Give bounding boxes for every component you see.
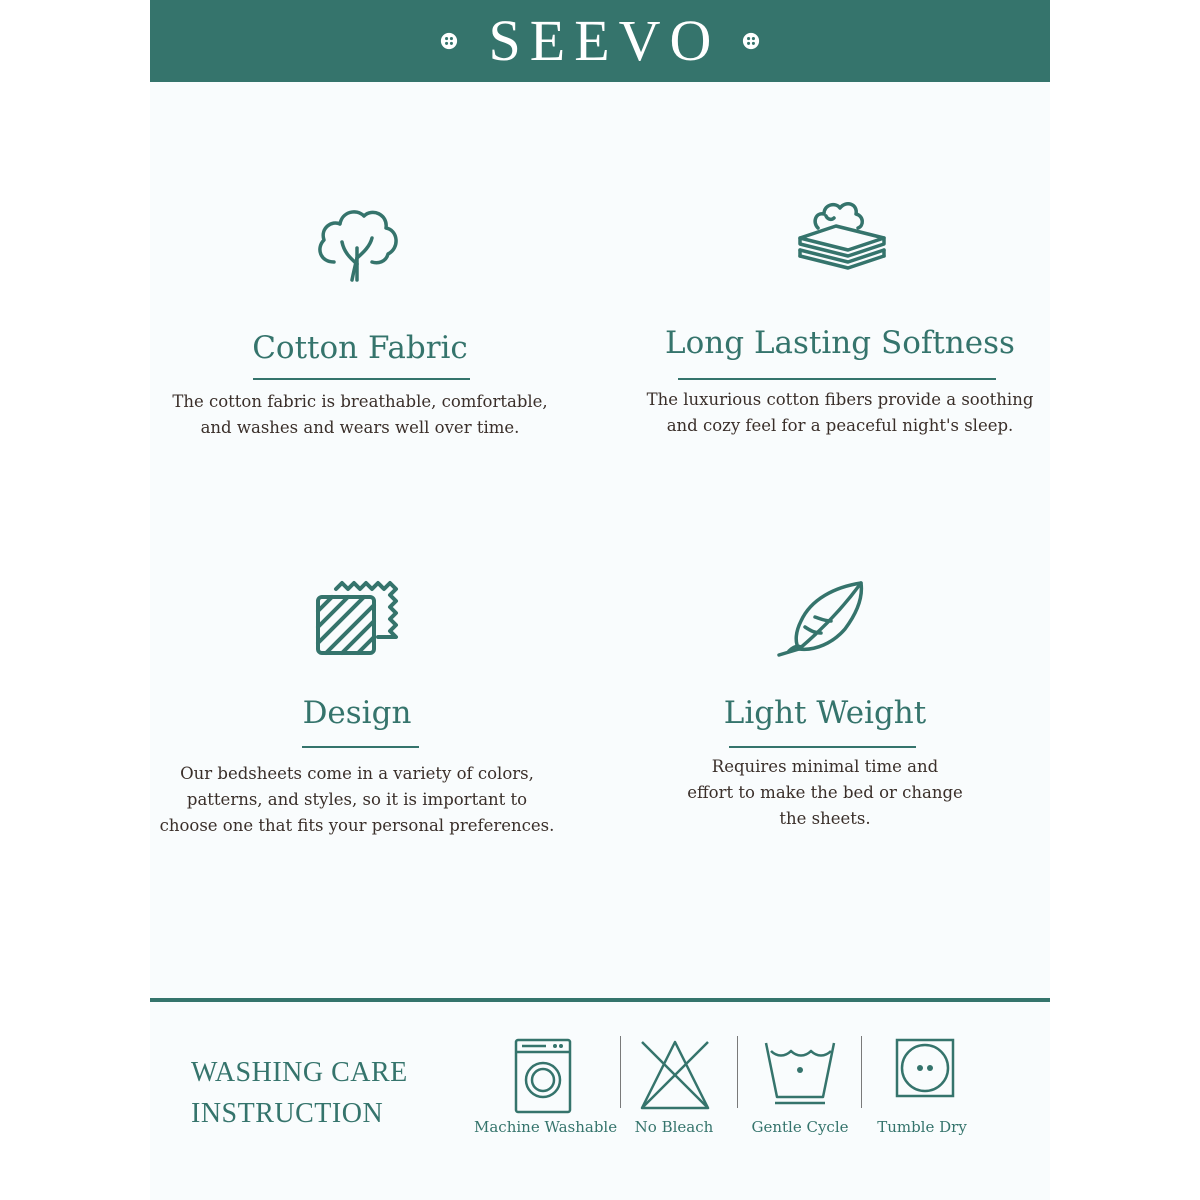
feature-title: Cotton Fabric xyxy=(252,330,468,366)
care-label: Machine Washable xyxy=(474,1118,618,1136)
feature-light-weight xyxy=(625,575,1025,835)
description-line: Requires minimal time and xyxy=(711,757,939,776)
description-line: The cotton fabric is breathable, comfortable, xyxy=(172,392,548,411)
feature-design xyxy=(157,570,557,840)
brand-header xyxy=(150,0,1050,82)
fabric-layers-icon xyxy=(792,190,892,290)
care-title-line: INSTRUCTION xyxy=(191,1098,384,1129)
feature-description xyxy=(157,761,557,839)
description-line: and cozy feel for a peaceful night's sleep. xyxy=(666,416,1014,435)
feather-icon xyxy=(775,577,870,662)
feature-description xyxy=(160,389,560,441)
feature-long-lasting-softness xyxy=(640,190,1040,450)
description-line: choose one that fits your personal preferences. xyxy=(159,816,555,835)
washing-machine-icon xyxy=(514,1038,572,1114)
no-bleach-icon xyxy=(638,1038,712,1110)
care-label: Tumble Dry xyxy=(877,1118,967,1136)
feature-title: Long Lasting Softness xyxy=(665,325,1015,361)
feature-description xyxy=(640,387,1040,439)
care-separator xyxy=(861,1036,862,1108)
care-separator xyxy=(737,1036,738,1108)
care-separator xyxy=(620,1036,621,1108)
feature-title: Design xyxy=(302,695,412,731)
title-underline xyxy=(729,746,916,748)
feature-description xyxy=(625,754,1025,832)
button-ornament-icon xyxy=(742,32,760,50)
brand-logo: SEEVO xyxy=(488,8,721,73)
washing-care-title xyxy=(191,1052,408,1134)
button-ornament-icon xyxy=(440,32,458,50)
feature-cotton-fabric xyxy=(160,200,560,450)
description-line: the sheets. xyxy=(779,809,871,828)
title-underline xyxy=(302,746,419,748)
description-line: The luxurious cotton fibers provide a soothing xyxy=(646,390,1034,409)
title-underline xyxy=(253,378,470,380)
description-line: Our bedsheets come in a variety of colors, xyxy=(180,764,534,783)
description-line: patterns, and styles, so it is important to xyxy=(186,790,528,809)
care-title-line: WASHING CARE xyxy=(191,1057,408,1088)
gentle-cycle-icon xyxy=(763,1039,837,1105)
feature-title: Light Weight xyxy=(723,695,927,731)
title-underline xyxy=(678,378,996,380)
fabric-swatch-icon xyxy=(312,575,402,665)
tumble-dry-icon xyxy=(895,1038,955,1098)
description-line: and washes and wears well over time. xyxy=(200,418,520,437)
cotton-plant-icon xyxy=(312,202,402,284)
description-line: effort to make the bed or change xyxy=(687,783,963,802)
care-label: No Bleach xyxy=(634,1118,714,1136)
care-label: Gentle Cycle xyxy=(751,1118,849,1136)
section-divider xyxy=(150,998,1050,1002)
